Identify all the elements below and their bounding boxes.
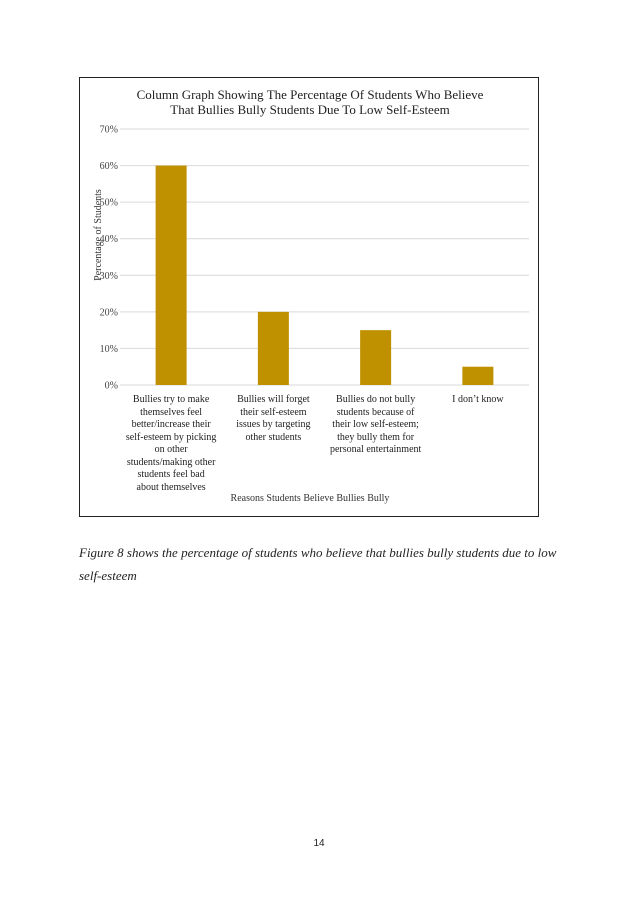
y-tick-label: 70% [99,124,118,136]
x-tick-label: Bullies will forget their self-esteem issues by targeting other students [236,394,311,443]
page-number: 14 [313,838,325,849]
chart-title-line-1: Column Graph Showing The Percentage Of Students Who Believe [136,87,484,102]
y-tick-label: 40% [99,234,118,246]
x-axis-title: Reasons Students Believe Bullies Bully [230,493,390,504]
bar [258,312,289,385]
y-tick-label: 60% [99,161,118,173]
y-tick-label: 30% [99,270,118,282]
y-tick-label: 20% [99,307,118,319]
bar [462,367,493,385]
bar [360,330,391,385]
y-axis-title: Percentage of Students [93,189,104,281]
bar [156,166,187,385]
chart-title-line-2: That Bullies Bully Students Due To Low Self-Esteem [170,102,450,117]
x-tick-label: I don’t know [452,394,504,405]
figure-caption: Figure 8 shows the percentage of students who believe that bullies bully students due to low self-esteem [79,545,557,583]
x-tick-label: Bullies do not bully students because of their low self-esteem; they bully them for personal entertainment [329,394,422,455]
y-tick-label: 10% [99,343,118,355]
x-tick-label: Bullies try to make themselves feel better/increase their self-esteem by picking on other students/making other students feel bad about themselves [125,394,217,493]
y-tick-label: 50% [99,197,118,209]
y-tick-label: 0% [104,380,118,392]
chart-frame [79,77,539,517]
